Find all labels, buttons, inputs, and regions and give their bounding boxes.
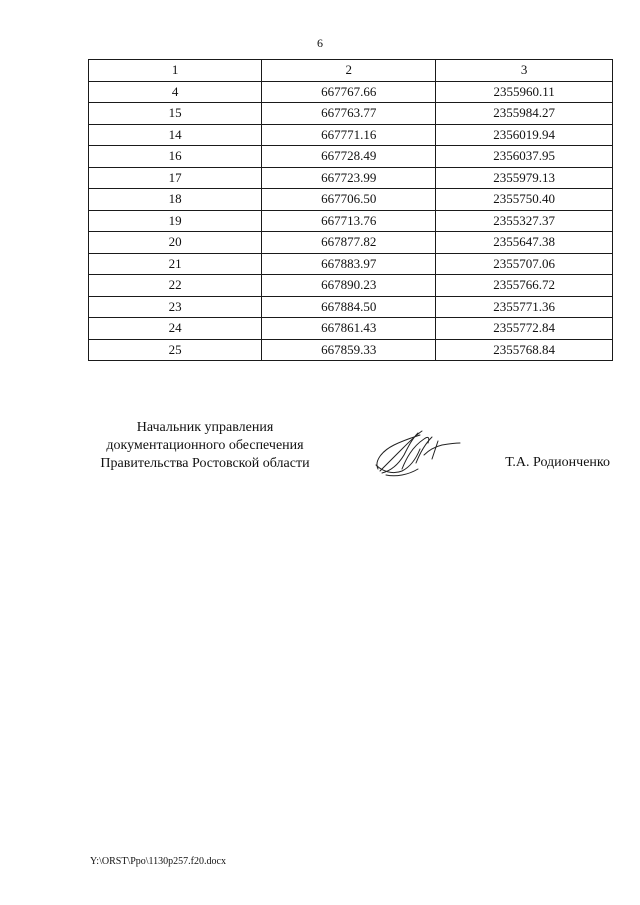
file-path-footer: Y:\ORST\Ppo\1130p257.f20.docx (90, 856, 226, 867)
table-cell: 2355771.36 (436, 296, 613, 318)
table-row (89, 210, 613, 232)
table-cell: 2355768.84 (436, 339, 613, 361)
table-row (89, 167, 613, 189)
table-cell: 22 (89, 275, 262, 297)
signatory-title (80, 419, 330, 473)
table-cell: 2355707.06 (436, 253, 613, 275)
table-cell: 667767.66 (262, 81, 436, 103)
table-header-row (89, 60, 613, 82)
column-header: 3 (436, 60, 613, 82)
table-cell: 2355772.84 (436, 318, 613, 340)
coordinates-table (88, 59, 613, 361)
table-cell: 2355327.37 (436, 210, 613, 232)
signatory-name: Т.А. Родионченко (505, 455, 610, 470)
table-cell: 19 (89, 210, 262, 232)
table-cell: 667884.50 (262, 296, 436, 318)
table-row (89, 296, 613, 318)
table-row (89, 124, 613, 146)
table-row (89, 103, 613, 125)
table-cell: 4 (89, 81, 262, 103)
page-number: 6 (317, 36, 323, 50)
table-row (89, 232, 613, 254)
signatory-title-line: Начальник управления (136, 420, 274, 435)
table-cell: 16 (89, 146, 262, 168)
table-cell: 667713.76 (262, 210, 436, 232)
table-row (89, 81, 613, 103)
table-cell: 25 (89, 339, 262, 361)
table-row (89, 339, 613, 361)
table-cell: 21 (89, 253, 262, 275)
table-cell: 2355647.38 (436, 232, 613, 254)
signatory-title-line: Правительства Ростовской области (100, 456, 310, 471)
table-row (89, 189, 613, 211)
signatory-title-line: документационного обеспечения (106, 438, 304, 453)
table-cell: 667771.16 (262, 124, 436, 146)
table-row (89, 275, 613, 297)
table-cell: 23 (89, 296, 262, 318)
table-cell: 2355750.40 (436, 189, 613, 211)
column-header: 2 (262, 60, 436, 82)
table-row (89, 318, 613, 340)
table-cell: 14 (89, 124, 262, 146)
table-cell: 2355960.11 (436, 81, 613, 103)
table-cell: 667861.43 (262, 318, 436, 340)
table-cell: 2356037.95 (436, 146, 613, 168)
table-row (89, 146, 613, 168)
table-cell: 667890.23 (262, 275, 436, 297)
table-cell: 2355979.13 (436, 167, 613, 189)
table-cell: 18 (89, 189, 262, 211)
table-row (89, 253, 613, 275)
table-cell: 2356019.94 (436, 124, 613, 146)
table-body (89, 81, 613, 361)
table-cell: 24 (89, 318, 262, 340)
table-cell: 20 (89, 232, 262, 254)
table-cell: 667859.33 (262, 339, 436, 361)
table-cell: 667706.50 (262, 189, 436, 211)
table-cell: 667763.77 (262, 103, 436, 125)
column-header: 1 (89, 60, 262, 82)
handwritten-signature (372, 425, 462, 481)
table-cell: 667877.82 (262, 232, 436, 254)
table-cell: 15 (89, 103, 262, 125)
table-cell: 17 (89, 167, 262, 189)
table-cell: 2355984.27 (436, 103, 613, 125)
table-cell: 667883.97 (262, 253, 436, 275)
table-cell: 667723.99 (262, 167, 436, 189)
table-cell: 2355766.72 (436, 275, 613, 297)
table-cell: 667728.49 (262, 146, 436, 168)
